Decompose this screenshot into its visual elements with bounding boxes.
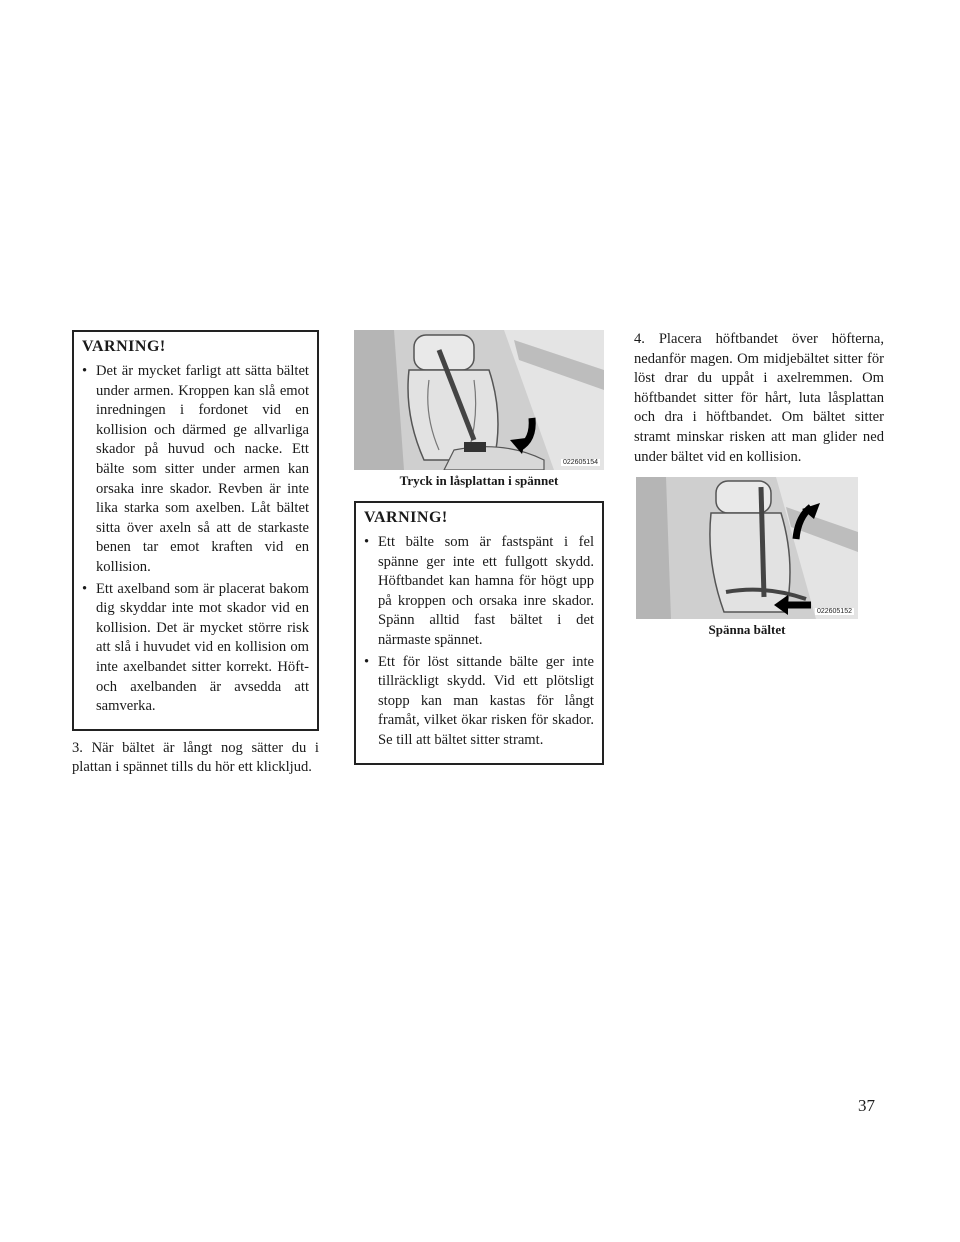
figure-tighten (636, 477, 858, 619)
figure-buckle (354, 330, 604, 470)
warning-item: • Ett för löst sittande bälte ger inte tillräckligt skydd. Vid ett plötsligt stopp kan man kastas för långt framåt, vilket ökar risken för skador. Se till att bältet sitter stramt. (364, 653, 594, 751)
step-4-paragraph: 4. Placera höftbandet över höfterna, nedanför magen. Om midjebältet sitter för löst drar du uppåt i axelremmen. Om höftbandet sitter för hårt, luta låsplattan och dra i höftbandet. Om bältet sitter stramt minskar risken att man glider ned under bältet vid en kollision. (634, 331, 884, 465)
page-number: 37 (858, 1096, 875, 1115)
warning-list (82, 362, 309, 717)
warning-item: • Ett axelband som är placerat bakom dig skyddar inte mot skador vid en kollision. Det är mycket större risk att slå i huvudet vid en kollision om inte axelbandet sitter korrekt. Höft- och axelbanden är avsedda att samverka. (82, 580, 309, 717)
warning-list (364, 533, 594, 751)
figure-caption: Tryck in låsplattan i spännet (399, 473, 559, 488)
warning-box-middle (354, 501, 604, 765)
column-right (634, 330, 884, 638)
seat-belt-tighten-illustration (636, 477, 858, 619)
seat-belt-buckle-illustration (354, 330, 604, 470)
step-3-paragraph: 3. När bältet är långt nog sätter du i plattan i spännet tills du hör ett klickljud. (72, 739, 319, 776)
warning-item: • Ett bälte som är fastspänt i fel spänne ger inte ett fullgott skydd. Höftbandet kan hamna för högt upp på kroppen och orsaka inre skador. Spänn alltid fast bältet i det närmaste spännet. (364, 533, 594, 651)
figure-caption: Spänna bältet (708, 622, 786, 638)
warning-item: • Det är mycket farligt att sätta bältet under armen. Kroppen kan slå emot inredningen i fordonet vid en kollision och därmed ge allvarliga skador på huvud och nacke. Ett bälte som sitter under armen kan orsaka inre skador. Revben är inte lika starka som axelben. Låt bältet sitta över axeln så att de starkaste benen tar emot kraften vid en kollision. (82, 362, 309, 578)
warning-box-left (72, 330, 319, 731)
warning-title: VARNING! (82, 338, 166, 355)
figure-code: 022605154 (562, 459, 598, 466)
column-left (72, 330, 319, 778)
column-middle (354, 330, 604, 765)
figure-code: 022605152 (816, 608, 852, 616)
warning-title: VARNING! (364, 509, 448, 526)
